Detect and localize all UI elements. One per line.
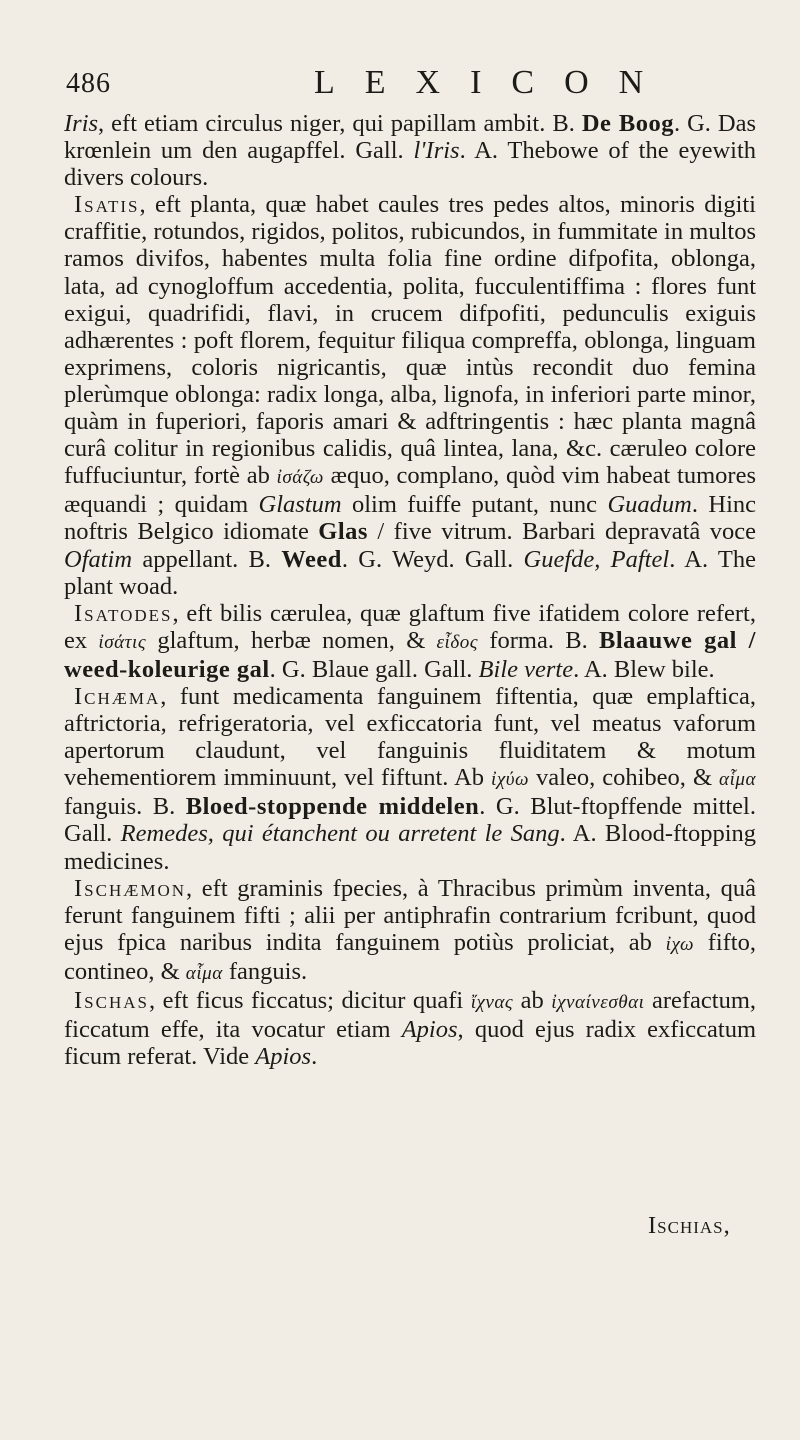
running-title: LEXICON [314,64,674,101]
entry-ischas [64,987,756,1070]
entry-text: fanguis. [222,957,308,985]
headword: Isatis [74,191,140,219]
italic-text: Apios [401,1016,458,1044]
entry-text: arefactum, ficcatum effe, ita vocatur etiam [64,987,756,1044]
italic-text: l'Iris [413,137,460,165]
page-number: 486 [66,68,111,99]
greek-word: αἷμα [185,962,223,984]
greek-word: ἰχύω [491,769,530,791]
italic-text: Glastum [258,491,342,519]
entry-text: forma. B. [478,626,599,654]
entry-text: . A. Blew bile. [573,655,715,683]
entry-text: , eft bilis cærulea, quæ glaftum five ifatidem colore refert, ex [64,599,756,654]
greek-word: αἷμα [719,769,757,791]
entry-text: . A. Thebowe of the eyewith divers colours. [64,137,756,192]
entry-text: / five vitrum. Barbari depravatâ voce [367,518,756,546]
entry-text: fifto, contineo, & [64,928,756,985]
page-header [64,60,756,104]
entry-text: , funt medicamenta fanguinem fiftentia, quæ emplaftica, aftrictoria, refrigeratoria, vel exficcatoria funt, vel meatus vaforum apertorum claudunt, vel fanguinis fluiditatem & motum vehementiorem imminuunt, vel fiftunt. Ab [64,682,756,792]
italic-text: Ofatim [64,545,133,573]
greek-word: ἰχναίνεσθαι [551,992,645,1013]
entry-isatodes [64,600,756,683]
italic-text: Iris [64,110,99,137]
headword: Ischæmon [74,874,187,902]
entry-text: . Hinc noftris Belgico idiomate [64,491,757,546]
entry-text: , quod ejus radix exficcatum ficum referat. Vide [64,1016,756,1071]
greek-word: ἰχω [665,933,694,955]
italic-text: Remedes, qui étanchent ou arretent le Sang [120,820,560,848]
entry-isatis [64,191,756,599]
entry-text: olim fuiffe putant, nunc [341,491,608,519]
entry-text: appellant. B. [132,545,282,573]
greek-word: εἶδος [436,631,479,653]
entry-ischaemon [64,875,756,987]
greek-word: ἰσάτις [98,631,147,653]
lexicon-body [64,110,756,1070]
catchword: Ischias, [648,1212,731,1239]
entry-text: glaftum, herbæ nomen, & [146,626,437,654]
entry-text: , eft ficus ficcatus; dicitur quafi [148,987,471,1014]
entry-text: , eft etiam circulus niger, qui papillam ambit. B. [98,110,582,137]
entry-text: , eft graminis fpecies, à Thracibus primùm inventa, quâ ferunt fanguinem fifti ; alii per antiphrafin contrarium fcribunt, quod ejus fpica naribus indita fanguinem potiùs proliciat, ab [64,874,756,956]
entry-text: . A. Blood-ftopping medicines. [64,820,757,875]
entry-text: valeo, cohibeo, & [529,764,720,792]
entry-text: ab [513,987,552,1014]
headword: Ischas [74,987,149,1014]
entry-text: . G. Blaue gall. Gall. [269,655,479,683]
entry-ichaema [64,683,756,875]
entry-text: , eft planta, quæ habet caules tres pedes altos, minoris digiti craffitie, rotundos, rigidos, politos, rubicundos, in fummitate in multos ramos divifos, habentes multa folia fine ordine difpofita, oblonga, lata, ad cynogloffum accedentia, polita, fucculentiffima : flores funt exigui, quadrifidi, flavi, in crucem difpofiti, pedunculis exiguis adhærentes : poft florem, fequitur filiqua compreffa, oblonga, linguam exprimens, coloris nigricantis, quæ intùs recondit duo femina plerùmque oblonga: radix longa, alba, lignofa, in inferiori parte minor, quàm in fuperiori, faporis amari & adftringentis : hæc planta magnâ curâ colitur in regionibus calidis, quâ lintea, lana, &c. cæruleo colore fuffuciuntur, fortè ab [64,191,756,490]
italic-text: Guadum [607,491,692,519]
blackletter-text: De Boog [581,110,674,137]
greek-word: ἴχνας [470,992,514,1013]
entry-text: æquo, complano, quòd vim habeat tumores æquandi ; quidam [64,462,756,519]
italic-text: Apios [255,1043,312,1071]
entry-text: . A. The plant woad. [64,545,757,600]
headword: Isatodes [74,599,173,627]
blackletter-text: Weed [281,545,342,573]
entry-text: . G. Weyd. Gall. [341,545,524,573]
entry-iris [64,110,756,191]
blackletter-text: Glas [318,518,368,546]
blackletter-text: Blaauwe gal / weed-koleurige gal [64,626,756,683]
entry-text: . G. Blut-ftopffende mittel. Gall. [64,793,756,848]
blackletter-text: Bloed-stoppende middelen [185,793,480,821]
entry-text: . G. Das krœnlein um den augapffel. Gall. [64,110,756,165]
headword: Ichæma [74,682,161,710]
greek-word: ἰσάζω [276,467,324,489]
entry-text: . [311,1043,318,1071]
italic-text: Guefde, Paftel [523,545,670,573]
entry-text: fanguis. B. [64,793,186,821]
italic-text: Bile verte [478,655,574,683]
